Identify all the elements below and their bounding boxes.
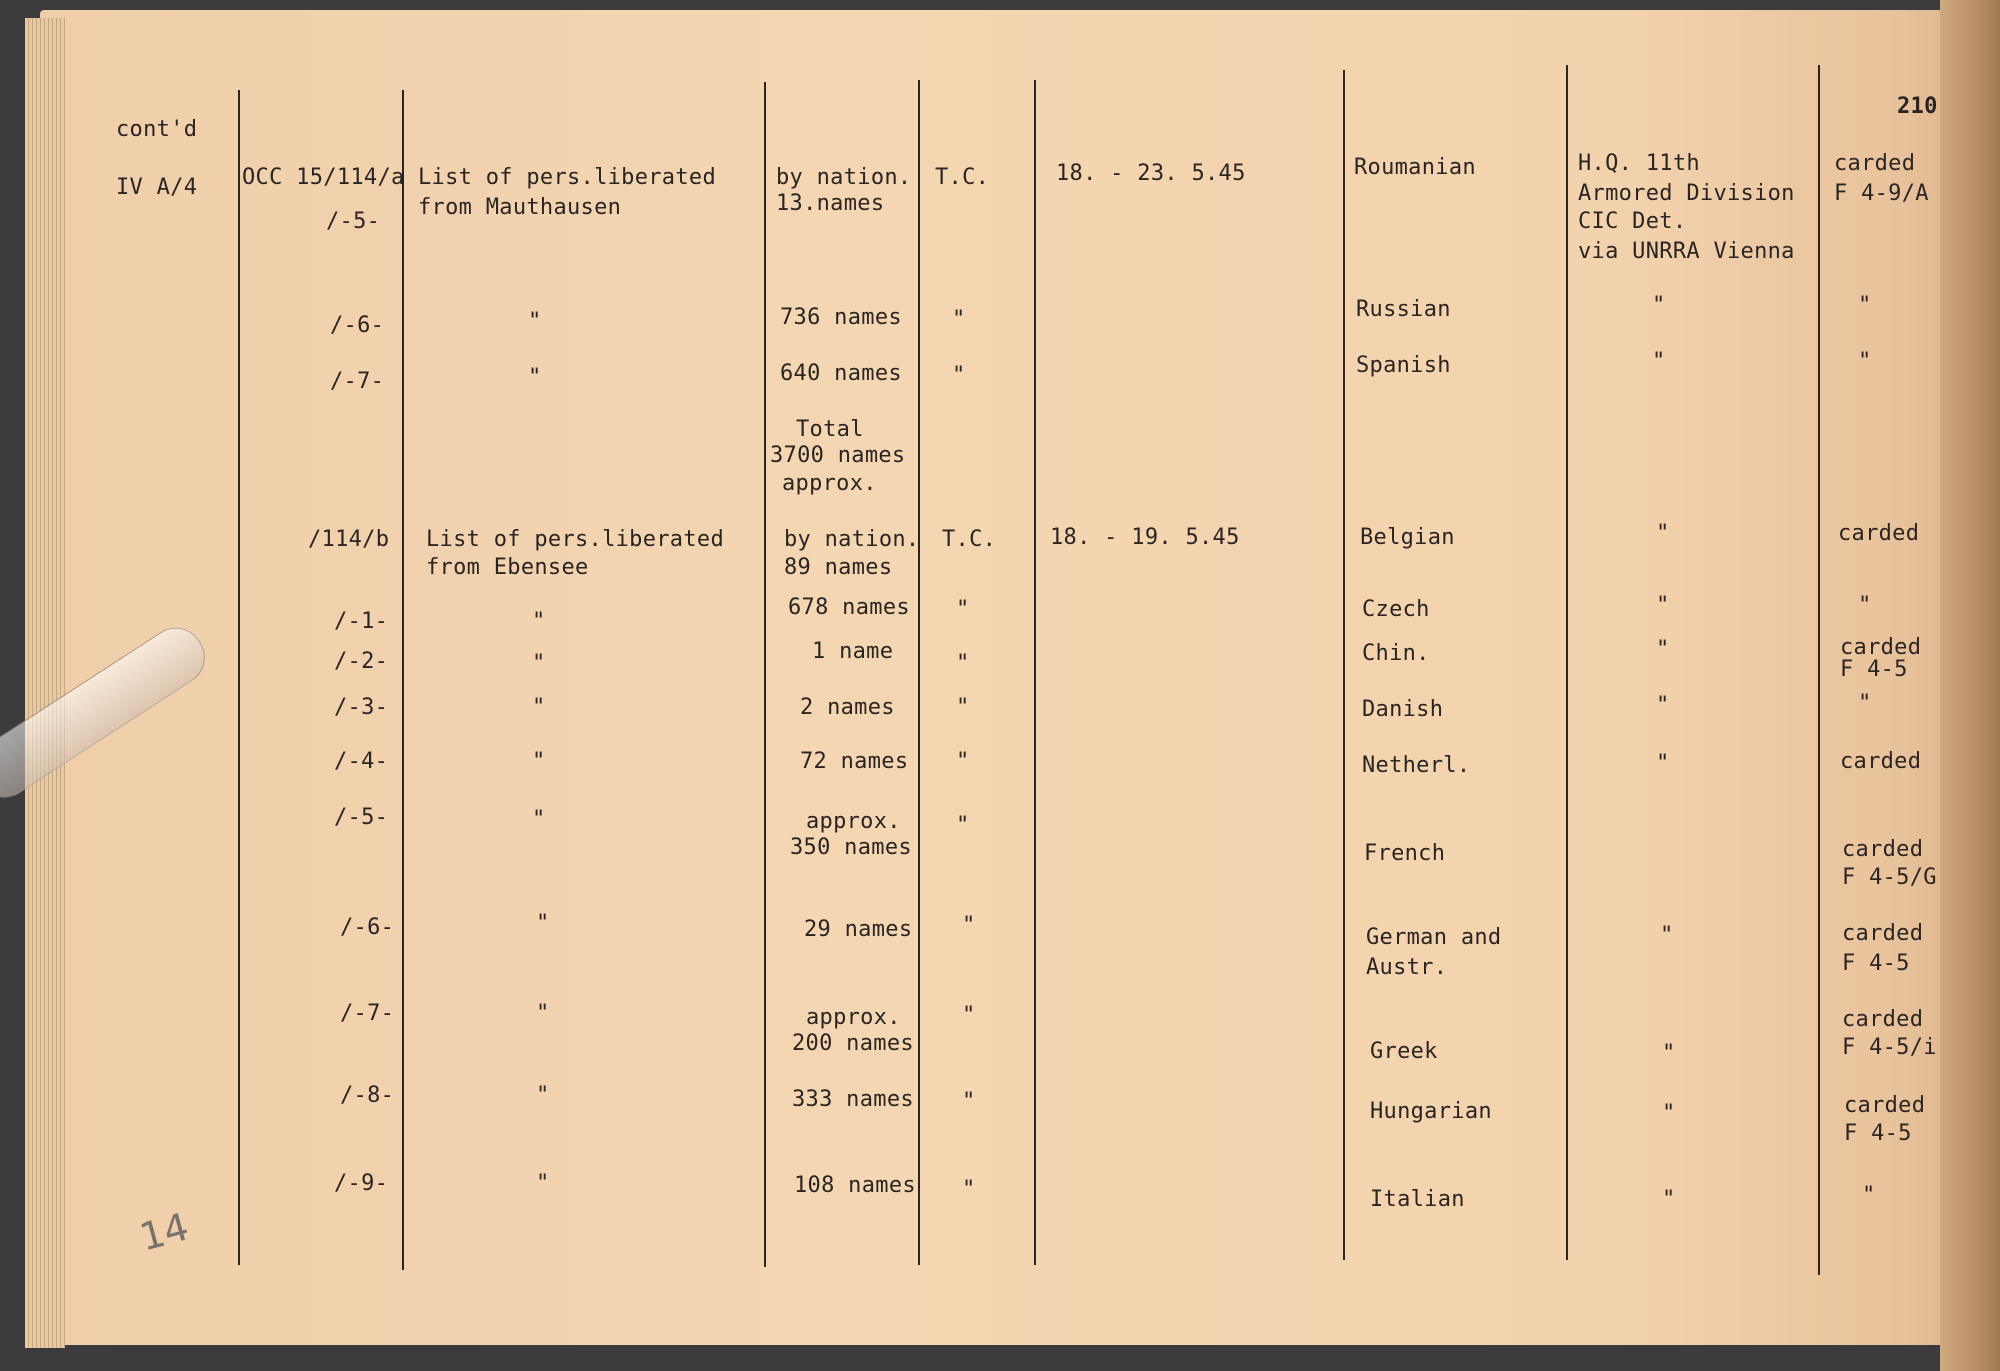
ditto-mark: " bbox=[1652, 349, 1666, 374]
description-line2: from Mauthausen bbox=[418, 195, 622, 220]
name-count: 678 names bbox=[788, 595, 910, 620]
column-rule bbox=[238, 90, 240, 1265]
ditto-mark: " bbox=[956, 749, 970, 774]
ditto-mark: " bbox=[536, 1171, 550, 1196]
ditto-mark: " bbox=[1858, 293, 1872, 318]
ditto-mark: " bbox=[1656, 751, 1670, 776]
nationality: German and bbox=[1366, 925, 1502, 950]
total-label: Total bbox=[796, 417, 864, 442]
ditto-mark: " bbox=[956, 651, 970, 676]
origin-line3: CIC Det. bbox=[1578, 209, 1687, 234]
pencil-mark: 14 bbox=[135, 1204, 194, 1260]
nationality: Danish bbox=[1362, 697, 1444, 722]
card-ref: F 4-5 bbox=[1844, 1121, 1912, 1146]
file-reference: /-9- bbox=[334, 1171, 389, 1196]
ditto-mark: " bbox=[1662, 1041, 1676, 1066]
nationality: Roumanian bbox=[1354, 155, 1476, 180]
ditto-mark: " bbox=[532, 695, 546, 720]
ditto-mark: " bbox=[962, 1177, 976, 1202]
file-reference: /-7- bbox=[340, 1001, 395, 1026]
ditto-mark: " bbox=[962, 1089, 976, 1114]
ditto-mark: " bbox=[1858, 349, 1872, 374]
total-count: 3700 names bbox=[770, 443, 906, 468]
description: List of pers.liberated bbox=[426, 527, 724, 552]
ditto-mark: " bbox=[1656, 693, 1670, 718]
ditto-mark: " bbox=[532, 609, 546, 634]
name-count-line2: 200 names bbox=[792, 1031, 914, 1056]
column-rule bbox=[1566, 65, 1568, 1260]
origin-line4: via UNRRA Vienna bbox=[1578, 239, 1795, 264]
name-count: 333 names bbox=[792, 1087, 914, 1112]
ditto-mark: " bbox=[1656, 637, 1670, 662]
card-ref: F 4-9/A bbox=[1834, 181, 1929, 206]
nationality: Italian bbox=[1370, 1187, 1465, 1212]
name-count-line2: 350 names bbox=[790, 835, 912, 860]
ditto-mark: " bbox=[1656, 593, 1670, 618]
date-range: 18. - 19. 5.45 bbox=[1050, 525, 1240, 550]
card-status: carded bbox=[1842, 921, 1924, 946]
ditto-mark: " bbox=[1662, 1101, 1676, 1126]
card-ref: F 4-5 bbox=[1840, 657, 1908, 682]
ditto-mark: " bbox=[532, 651, 546, 676]
file-reference: /-1- bbox=[334, 609, 389, 634]
name-count-line2: 13.names bbox=[776, 191, 885, 216]
file-reference: /-5- bbox=[326, 209, 381, 234]
name-count: 29 names bbox=[804, 917, 913, 942]
column-rule bbox=[764, 82, 766, 1267]
source-type: T.C. bbox=[935, 165, 990, 190]
name-count: approx. bbox=[806, 809, 901, 834]
ditto-mark: " bbox=[1662, 1187, 1676, 1212]
card-ref: F 4-5/G bbox=[1842, 865, 1937, 890]
card-status: carded bbox=[1840, 635, 1922, 660]
column-rule bbox=[1034, 80, 1036, 1265]
origin-line2: Armored Division bbox=[1578, 181, 1795, 206]
nationality: Netherl. bbox=[1362, 753, 1471, 778]
ditto-mark: " bbox=[536, 911, 550, 936]
column-rule bbox=[1343, 70, 1345, 1260]
nationality: Spanish bbox=[1356, 353, 1451, 378]
ditto-mark: " bbox=[1858, 593, 1872, 618]
nationality: Greek bbox=[1370, 1039, 1438, 1064]
file-reference: /-3- bbox=[334, 695, 389, 720]
file-reference: /-6- bbox=[340, 915, 395, 940]
ditto-mark: " bbox=[536, 1001, 550, 1026]
file-reference: /-7- bbox=[330, 369, 385, 394]
card-status: carded bbox=[1844, 1093, 1926, 1118]
card-status: carded bbox=[1842, 1007, 1924, 1032]
total-approx: approx. bbox=[782, 471, 877, 496]
book-spine bbox=[1940, 0, 2000, 1371]
card-status: carded bbox=[1840, 749, 1922, 774]
ditto-mark: " bbox=[962, 913, 976, 938]
column-rule bbox=[402, 90, 404, 1270]
file-reference: OCC 15/114/a bbox=[242, 165, 405, 190]
card-status: carded bbox=[1834, 151, 1916, 176]
name-count: 736 names bbox=[780, 305, 902, 330]
name-count: 2 names bbox=[800, 695, 895, 720]
section-code: IV A/4 bbox=[116, 175, 198, 200]
file-reference: /-2- bbox=[334, 649, 389, 674]
nationality-line2: Austr. bbox=[1366, 955, 1448, 980]
card-ref: F 4-5/i bbox=[1842, 1035, 1937, 1060]
file-reference: /114/b bbox=[308, 527, 390, 552]
ditto-mark: " bbox=[1652, 293, 1666, 318]
ditto-mark: " bbox=[952, 363, 966, 388]
file-reference: /-4- bbox=[334, 749, 389, 774]
name-count: approx. bbox=[806, 1005, 901, 1030]
name-count-line2: 89 names bbox=[784, 555, 893, 580]
column-rule bbox=[1818, 65, 1820, 1275]
contd-label: cont'd bbox=[116, 117, 198, 142]
ditto-mark: " bbox=[1660, 923, 1674, 948]
file-reference: /-6- bbox=[330, 313, 385, 338]
card-status: carded bbox=[1838, 521, 1920, 546]
description-line2: from Ebensee bbox=[426, 555, 589, 580]
name-count: 108 names bbox=[794, 1173, 916, 1198]
file-reference: /-8- bbox=[340, 1083, 395, 1108]
nationality: Hungarian bbox=[1370, 1099, 1492, 1124]
name-count: by nation. bbox=[784, 527, 920, 552]
ditto-mark: " bbox=[956, 813, 970, 838]
description: List of pers.liberated bbox=[418, 165, 716, 190]
name-count: 72 names bbox=[800, 749, 909, 774]
ditto-mark: " bbox=[956, 695, 970, 720]
page-number: 210 bbox=[1897, 94, 1938, 119]
file-reference: /-5- bbox=[334, 805, 389, 830]
ditto-mark: " bbox=[1858, 691, 1872, 716]
name-count: 640 names bbox=[780, 361, 902, 386]
ditto-mark: " bbox=[962, 1003, 976, 1028]
card-status: carded bbox=[1842, 837, 1924, 862]
nationality: Belgian bbox=[1360, 525, 1455, 550]
column-rule bbox=[918, 80, 920, 1265]
source-type: T.C. bbox=[942, 527, 997, 552]
page-edges bbox=[25, 18, 65, 1348]
ditto-mark: " bbox=[1862, 1183, 1876, 1208]
date-range: 18. - 23. 5.45 bbox=[1056, 161, 1246, 186]
ditto-mark: " bbox=[1656, 521, 1670, 546]
ditto-mark: " bbox=[532, 749, 546, 774]
card-ref: F 4-5 bbox=[1842, 951, 1910, 976]
ditto-mark: " bbox=[536, 1083, 550, 1108]
name-count: 1 name bbox=[812, 639, 894, 664]
ditto-mark: " bbox=[952, 307, 966, 332]
ditto-mark: " bbox=[956, 597, 970, 622]
origin: H.Q. 11th bbox=[1578, 151, 1700, 176]
ditto-mark: " bbox=[528, 365, 542, 390]
ditto-mark: " bbox=[532, 807, 546, 832]
name-count: by nation. bbox=[776, 165, 912, 190]
ditto-mark: " bbox=[528, 309, 542, 334]
nationality: Czech bbox=[1362, 597, 1430, 622]
nationality: French bbox=[1364, 841, 1446, 866]
nationality: Chin. bbox=[1362, 641, 1430, 666]
nationality: Russian bbox=[1356, 297, 1451, 322]
